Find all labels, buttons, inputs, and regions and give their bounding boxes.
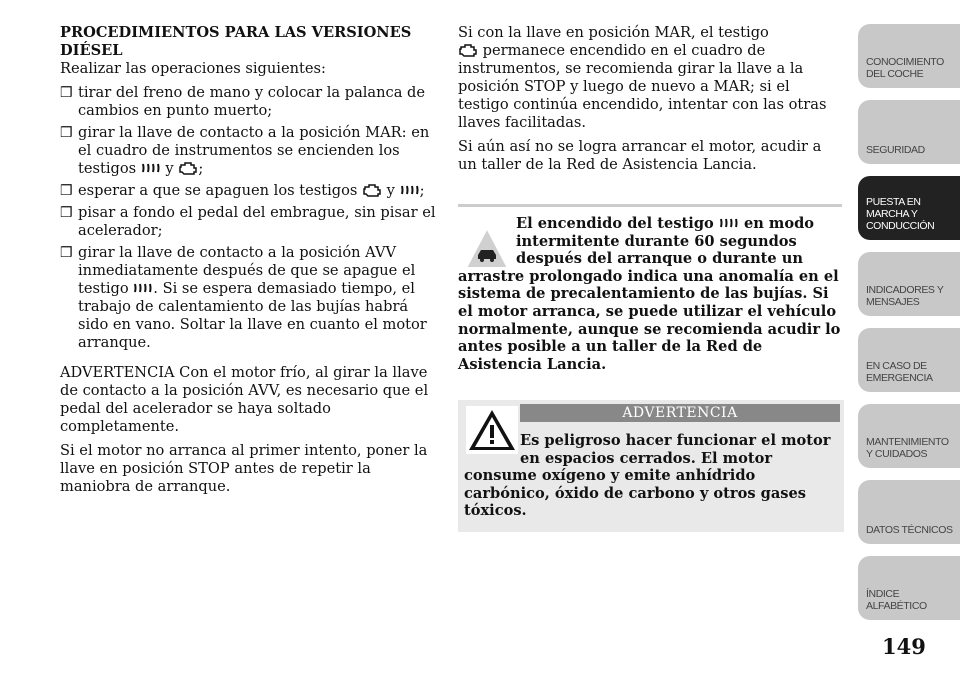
note-text-cont: arrastre prolongado indica una anomalía en el sistema de precalentamiento de las bujías. Si el motor arranca, se puede utilizar el vehículo normalmente, aunque se recomienda acudir lo antes posible a un taller de la Red de Asistencia Lancia. [458,267,841,373]
tab-label: CONOCIMIENTO DEL COCHE [866,56,944,80]
car-warning-icon [464,225,510,271]
list-item [60,84,438,120]
glow-plug-icon [400,183,420,197]
warning-text-cont: consume oxígeno y emite anhídrido carbónico, óxido de carbono y otros gases tóxicos. [464,467,806,520]
checkbox-bullet-icon: ❒ [60,245,73,261]
engine-fault-icon [458,43,478,57]
tab-label: PUESTA EN MARCHA Y CONDUCCIÓN [866,196,935,232]
warning-text: Es peligroso hacer funcionar el motor en espacios cerrados. El motor [520,432,831,467]
paragraph: Si aún así no se logra arrancar el motor, acudir a un taller de la Red de Asistencia Lancia. [458,138,822,173]
checkbox-bullet-icon: ❒ [60,183,73,199]
note-box [458,204,842,373]
list-item-text: y [382,182,400,199]
list-item-text: tirar del freno de mano y colocar la palanca de cambios en punto muerto; [78,84,426,119]
list-item-text: ; [419,182,425,199]
engine-fault-icon [362,183,382,197]
chapter-tabs [858,24,960,632]
warning-paragraph: ADVERTENCIA Con el motor frío, al girar la llave de contacto a la posición AVV, es necesario que el pedal del acelerador se haya soltado completamente. [60,364,429,435]
intro-text: Realizar las operaciones siguientes: [60,60,326,77]
note-text-part: El encendido del testigo [516,215,719,232]
list-item-text: girar la llave de contacto a la posición AVV inmediatamente después de que se apague el testigo [78,244,416,297]
tab-label: INDICADORES Y MENSAJES [866,284,944,308]
left-column [60,24,438,502]
list-item-text: ; [198,160,204,177]
list-item [60,124,438,178]
glow-plug-icon [719,216,739,230]
paragraph-text: permanece encendido en el cuadro de instrumentos, se recomienda girar la llave a la posición STOP y luego de nuevo a MAR; si el testigo continúa encendido, intentar con las otras llaves facilitadas. [458,42,827,131]
tab-conocimiento[interactable] [858,24,960,88]
glow-plug-icon [141,161,161,175]
tab-label: ÍNDICE ALFABÉTICO [866,588,927,612]
list-item [60,182,438,200]
glow-plug-icon [133,281,153,295]
tab-puesta-en-marcha[interactable] [858,176,960,240]
tab-label: DATOS TÉCNICOS [866,524,953,536]
list-item-text: . Si se espera demasiado tiempo, el trabajo de calentamiento de las bujías habrá sido en vano. Soltar la llave en cuanto el motor arranque. [78,280,427,351]
retry-paragraph: Si el motor no arranca al primer intento, poner la llave en posición STOP antes de repetir la maniobra de arranque. [60,442,428,495]
page-number: 149 [882,634,926,659]
tab-emergencia[interactable] [858,328,960,392]
list-item-text: y [160,160,179,177]
tab-indice[interactable] [858,556,960,620]
checkbox-bullet-icon: ❒ [60,85,73,101]
tab-label: MANTENIMIENTO Y CUIDADOS [866,436,949,460]
checkbox-bullet-icon: ❒ [60,205,73,221]
engine-fault-icon [178,161,198,175]
section-heading: PROCEDIMIENTOS PARA LAS VERSIONES DIÉSEL [60,24,412,59]
tab-label: EN CASO DE EMERGENCIA [866,360,933,384]
paragraph-text: Si con la llave en posición MAR, el testigo [458,24,769,41]
list-item [60,244,438,352]
tab-datos-tecnicos[interactable] [858,480,960,544]
checkbox-bullet-icon: ❒ [60,125,73,141]
note-text-part: en modo intermitente durante 60 segundos después del arranque o durante un [516,215,815,268]
tab-label: SEGURIDAD [866,144,925,156]
list-item-text: girar la llave de contacto a la posición MAR: en el cuadro de instrumentos se encienden los testigos [78,124,430,177]
warning-title: ADVERTENCIA [520,404,840,422]
tab-seguridad[interactable] [858,100,960,164]
note-text [458,215,842,268]
paragraph [458,24,842,132]
tab-mantenimiento[interactable] [858,404,960,468]
warning-box [458,400,844,532]
list-item-text: esperar a que se apaguen los testigos [78,182,363,199]
list-item [60,204,438,240]
tab-indicadores[interactable] [858,252,960,316]
list-item-text: pisar a fondo el pedal del embrague, sin pisar el acelerador; [78,204,436,239]
right-column [458,24,842,180]
